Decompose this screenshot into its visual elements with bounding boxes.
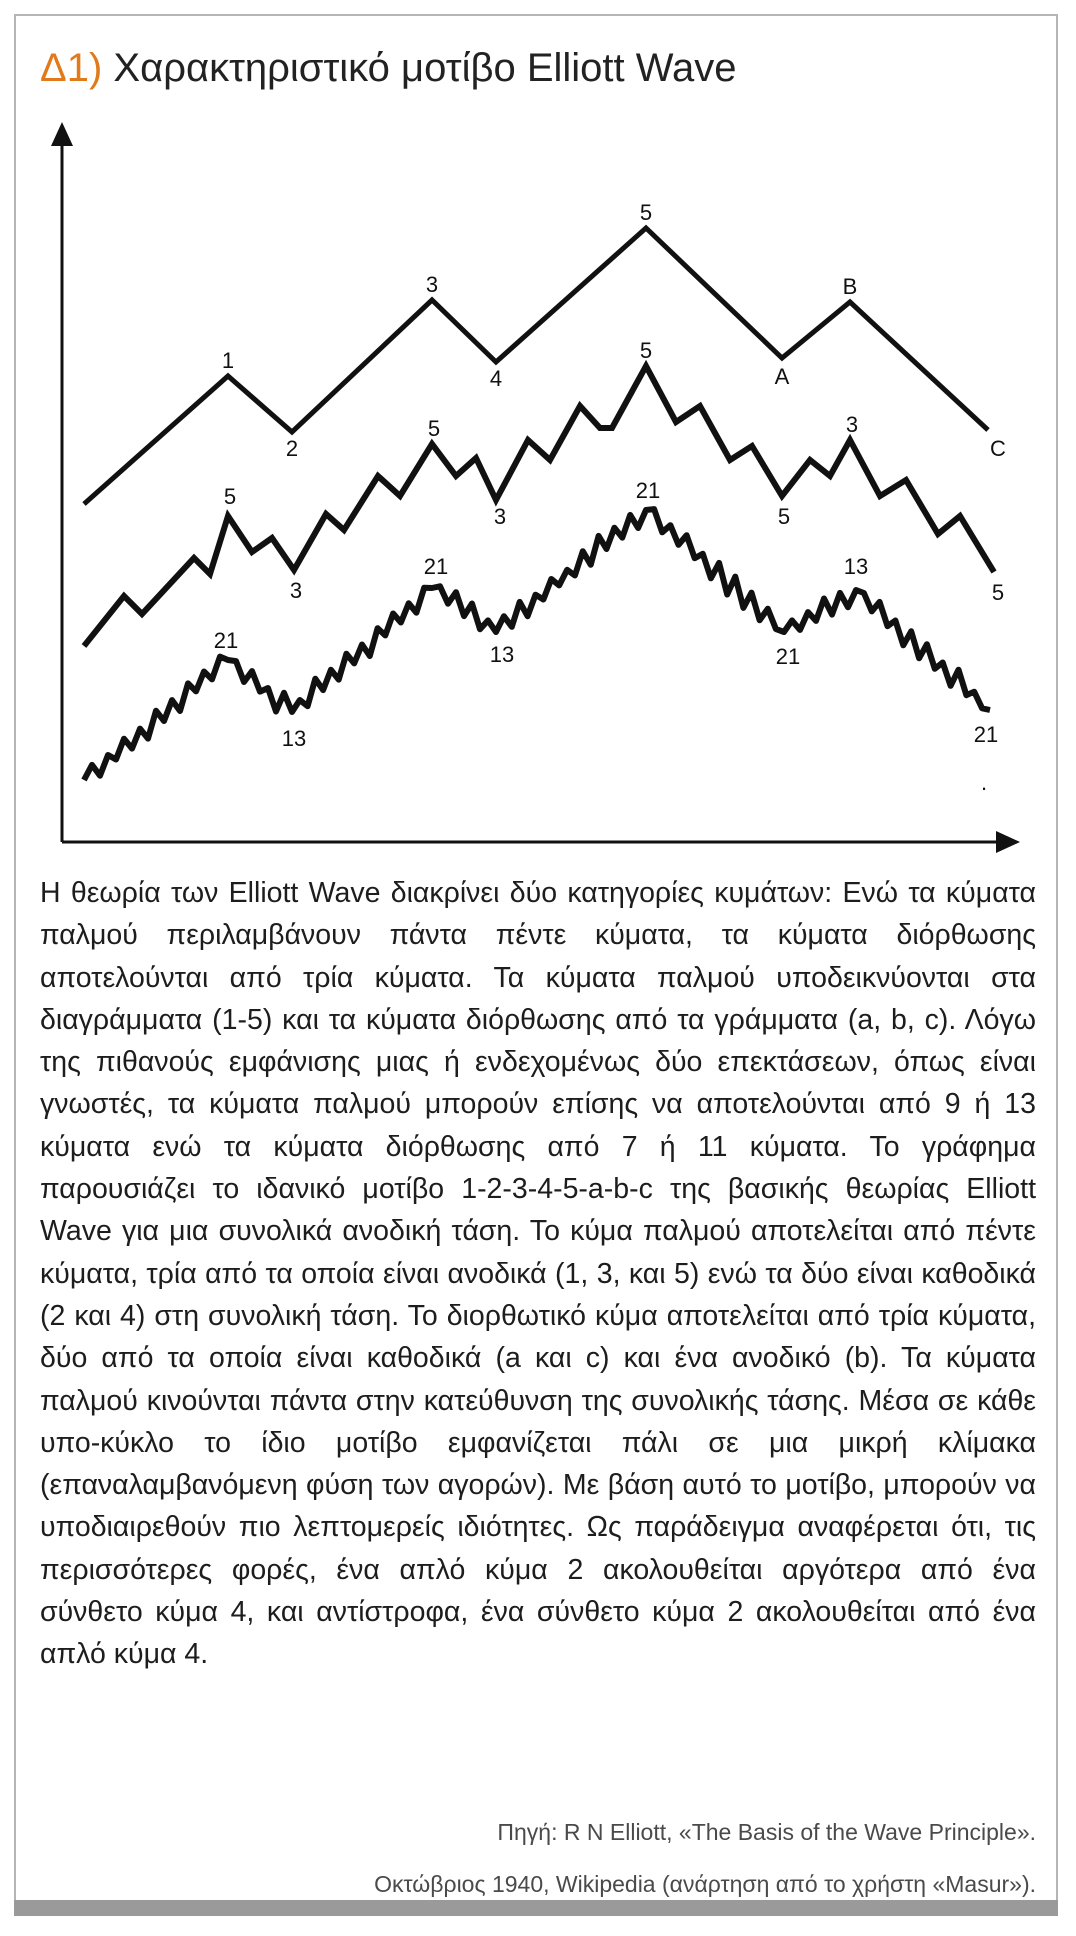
middle-label-5: 5 xyxy=(639,338,653,363)
top-label-C: C xyxy=(990,436,1006,461)
middle-label-8: 5 xyxy=(991,580,1005,605)
top-label-B: B xyxy=(842,274,858,299)
middle-wave-line xyxy=(84,366,994,646)
bottom-label-3: 21 xyxy=(423,554,449,579)
top-label-3: 3 xyxy=(425,272,439,297)
top-label-2: 2 xyxy=(285,436,299,461)
middle-label-6: 5 xyxy=(777,504,791,529)
middle-label-2: 3 xyxy=(289,578,303,603)
top-label-4: 4 xyxy=(489,366,503,391)
source-line-2: Οκτώβριος 1940, Wikipedia (ανάρτηση από το χρήστη «Masur»). xyxy=(374,1871,1036,1897)
middle-label-4: 3 xyxy=(493,504,507,529)
y-axis-arrow xyxy=(51,122,73,146)
title-text: Χαρακτηριστικό μοτίβο Elliott Wave xyxy=(113,46,737,90)
middle-label-1: 5 xyxy=(223,484,237,509)
source-line-1: Πηγή: R N Elliott, «The Basis of the Wave Principle». xyxy=(497,1819,1036,1845)
top-wave-line xyxy=(84,228,988,504)
explanation-paragraph: Η θεωρία των Elliott Wave διακρίνει δύο κατηγορίες κυμάτων: Ενώ τα κύματα παλμού περιλαμβάνουν πάντα πέντε κύματα, τα κύματα διόρθωσης αποτελούνται από τρία κύματα. Τα κύματα παλμού υποδεικνύονται στα διαγράμματα (1-5) και τα κύματα διόρθωσης από τα γράμματα (a, b, c). Λόγω της πιθανούς εμφάνισης μιας ή ενδεχομένως δύο επεκτάσεων, όπως είναι γνωστές, τα κύματα παλμού μπορούν επίσης να αποτελούνται από 9 ή 13 κύματα ενώ τα κύματα διόρθωσης από 7 ή 11 κύματα. Το γράφημα παρουσιάζει το ιδανικό μοτίβο 1-2-3-4-5-a-b-c της βασικής θεωρίας Elliott Wave για μια συνολικά ανοδική τάση. Το κύμα παλμού αποτελείται από πέντε κύματα, τρία από τα οποία είναι ανοδικά (1, 3, και 5) ενώ τα δύο είναι καθοδικά (2 και 4) στη συνολική τάση. Το διορθωτικό κύμα αποτελείται από τρία κύματα, δύο από τα οποία είναι καθοδικά (a και c) και ένα ανοδικό (b). Τα κύματα παλμού κινούνται πάντα στην κατεύθυνση της συνολικής τάσης. Μέσα σε κάθε υπο-κύκλο το ίδιο μοτίβο εμφανίζεται πάλι σε μια μικρή κλίμακα (επαναλαμβανόμενη φύση των αγορών). Με βάση αυτό το μοτίβο, μπορούν να υποδιαιρεθούν πιο λεπτομερείς ιδιότητες. Ως παράδειγμα αναφέρεται ότι, τις περισσότερες φορές, ένα απλό κύμα 2 ακολουθείται αργότερα από ένα σύνθετο κύμα 4, και αντίστροφα, ένα σύνθετο κύμα 2 ακολουθείται από ένα απλό κύμα 4. xyxy=(40,877,1036,1671)
bottom-dot: . xyxy=(980,770,988,795)
bottom-label-8: 21 xyxy=(973,722,999,747)
elliott-wave-diagram xyxy=(0,0,1076,860)
middle-label-3: 5 xyxy=(427,416,441,441)
top-label-A: A xyxy=(774,364,790,389)
middle-label-7: 3 xyxy=(845,412,859,437)
bottom-label-5: 21 xyxy=(635,478,661,503)
bottom-label-4: 13 xyxy=(489,642,515,667)
bottom-label-1: 21 xyxy=(213,628,239,653)
source-citation xyxy=(374,1806,1036,1910)
x-axis-arrow xyxy=(996,831,1020,853)
top-label-5: 5 xyxy=(639,200,653,225)
bottom-label-7: 13 xyxy=(843,554,869,579)
title-prefix: Δ1) xyxy=(40,46,103,90)
top-label-1: 1 xyxy=(221,348,235,373)
bottom-label-6: 21 xyxy=(775,644,801,669)
bottom-label-2: 13 xyxy=(281,726,307,751)
